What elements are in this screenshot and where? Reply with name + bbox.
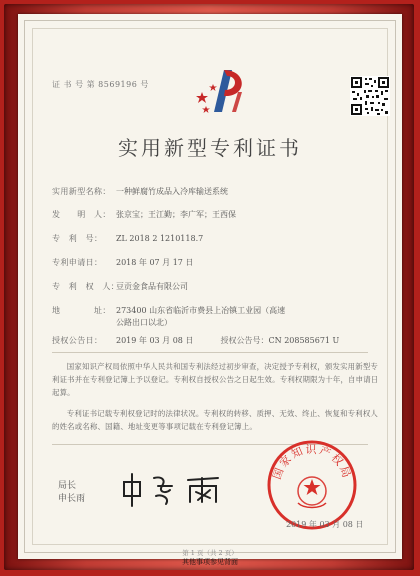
grant-date-value: 2019 年 03 月 08 日 <box>116 336 194 345</box>
field-value: ZL 2018 2 1210118.7 <box>116 234 204 243</box>
field-patent-number <box>52 233 203 244</box>
patent-office-logo-icon <box>194 62 256 124</box>
field-value: 一种鲜腐竹成品入冷库输送系统 <box>116 187 228 196</box>
certificate-title: 实用新型专利证书 <box>118 136 302 160</box>
body-paragraph-1: 国家知识产权局依照中华人民共和国专利法经过初步审查，决定授予专利权，颁发实用新型专利证书并在专利登记簿上予以登记。专利权自授权公告之日起生效。专利权期限为十年，自申请日起算。 <box>52 362 379 397</box>
certificate-number: 证 书 号 第 8569196 号 <box>52 80 149 89</box>
field-label: 专 利 权 人： <box>52 282 120 291</box>
field-label: 地 址： <box>52 306 111 315</box>
grant-pub-no-value: CN 208585671 U <box>268 336 340 345</box>
certificate-paper <box>18 14 402 559</box>
field-application-date <box>52 257 193 268</box>
svg-text:国家知识产权局 <box>270 443 353 481</box>
director-title: 局长 <box>58 481 77 491</box>
field-value: 豆贡金食品有限公司 <box>116 282 188 291</box>
field-value: 2018 年 07 月 17 日 <box>116 258 194 267</box>
field-label: 专利申请日： <box>52 258 103 267</box>
director-name: 申长雨 <box>58 494 86 504</box>
field-value: 张京宝；王江勤；李广军；王西保 <box>116 210 236 219</box>
seal-date: 2019 年 03 月 08 日 <box>286 520 364 529</box>
field-address <box>52 305 302 329</box>
qr-code-icon <box>350 76 390 116</box>
field-inventors <box>52 209 236 220</box>
field-utility-model-name <box>52 186 228 197</box>
field-label: 实用新型名称： <box>52 187 111 196</box>
seal-text: 国家知识产权局 <box>270 443 354 482</box>
divider <box>52 352 368 353</box>
grant-pub-no-label: 授权公告号： <box>220 336 269 345</box>
field-patentee <box>52 281 188 292</box>
signature-mark <box>118 472 238 508</box>
footer-note: 其他事项参见背面 <box>182 558 238 566</box>
page-number: 第 1 页（共 2 页） <box>182 549 238 557</box>
field-value: 273400 山东省临沂市费县上冶镇工业园（高速公路出口以北） <box>116 306 286 327</box>
field-label: 专 利 号： <box>52 234 103 243</box>
body-paragraph-2: 专利证书记载专利权登记时的法律状况。专利权的转移、质押、无效、终止、恢复和专利权人的姓名或名称、国籍、地址变更等事项记载在专利登记簿上。 <box>52 409 379 431</box>
director-block <box>58 480 85 506</box>
grant-date-label: 授权公告日： <box>52 336 103 345</box>
grant-row <box>52 335 339 346</box>
official-seal-icon <box>266 439 358 531</box>
field-label: 发 明 人： <box>52 210 111 219</box>
